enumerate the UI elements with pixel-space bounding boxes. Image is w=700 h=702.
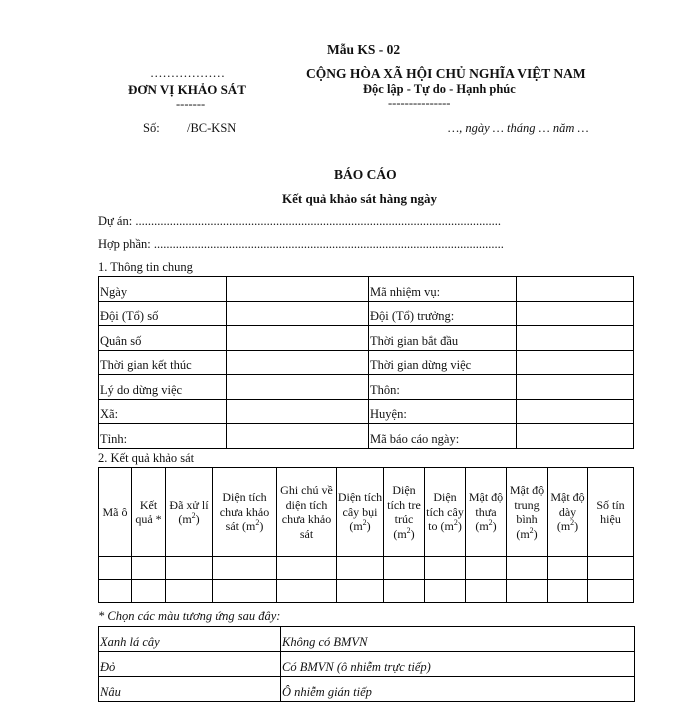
results-cell[interactable] bbox=[132, 557, 166, 580]
column-title: Mật độ thưa bbox=[468, 490, 504, 519]
results-cell[interactable] bbox=[277, 580, 337, 603]
results-cell[interactable] bbox=[132, 580, 166, 603]
results-row bbox=[99, 580, 634, 603]
column-unit-close: ) bbox=[366, 519, 371, 534]
legend-color-name: Xanh lá cây bbox=[99, 627, 281, 652]
results-cell[interactable] bbox=[213, 557, 277, 580]
info-label: Tỉnh: bbox=[99, 424, 227, 449]
info-value-field[interactable] bbox=[227, 375, 369, 400]
results-cell[interactable] bbox=[425, 557, 466, 580]
column-unit-close: ) bbox=[410, 526, 415, 541]
column-title: Diện tích chưa khảo sát bbox=[219, 490, 270, 534]
info-value-field[interactable] bbox=[227, 399, 369, 424]
results-cell[interactable] bbox=[425, 580, 466, 603]
column-title: Mật độ trung bình bbox=[509, 483, 545, 526]
results-cell[interactable] bbox=[99, 580, 132, 603]
motto: Độc lập - Tự do - Hạnh phúc bbox=[363, 82, 516, 96]
results-cell[interactable] bbox=[337, 557, 384, 580]
number-label: Số: bbox=[143, 121, 160, 135]
info-label: Lý do dừng việc bbox=[99, 375, 227, 400]
column-title: Diện tích cây to bbox=[426, 490, 464, 534]
info-value-field[interactable] bbox=[517, 399, 634, 424]
results-cell[interactable] bbox=[337, 580, 384, 603]
legend-row bbox=[99, 652, 635, 677]
results-cell[interactable] bbox=[507, 557, 548, 580]
results-column-header bbox=[507, 468, 548, 557]
section2-heading: 2. Kết quả khảo sát bbox=[98, 451, 195, 465]
info-row bbox=[99, 375, 634, 400]
results-column-header bbox=[99, 468, 132, 557]
info-value-field[interactable] bbox=[517, 277, 634, 302]
column-unit: (m bbox=[556, 519, 571, 534]
section1-heading: 1. Thông tin chung bbox=[98, 260, 193, 274]
results-row bbox=[99, 557, 634, 580]
info-value-field[interactable] bbox=[227, 301, 369, 326]
legend-meaning: Ô nhiễm gián tiếp bbox=[281, 677, 635, 702]
legend-meaning: Không có BMVN bbox=[281, 627, 635, 652]
info-label: Ngày bbox=[99, 277, 227, 302]
column-unit: (m bbox=[178, 512, 192, 526]
legend-color-name: Nâu bbox=[99, 677, 281, 702]
color-note: * Chọn các màu tương ứng sau đây: bbox=[98, 609, 281, 623]
legend-row bbox=[99, 677, 635, 702]
number-suffix: /BC-KSN bbox=[187, 121, 237, 135]
column-unit-exponent: 2 bbox=[488, 518, 493, 528]
info-value-field[interactable] bbox=[227, 350, 369, 375]
column-unit-close: ) bbox=[457, 519, 462, 534]
results-column-header bbox=[132, 468, 166, 557]
info-value-field[interactable] bbox=[517, 301, 634, 326]
results-cell[interactable] bbox=[166, 557, 213, 580]
column-title: Mã ô bbox=[102, 504, 128, 519]
info-label: Thôn: bbox=[369, 375, 517, 400]
column-unit: (m bbox=[393, 526, 407, 541]
survey-results-table bbox=[98, 467, 634, 603]
results-cell[interactable] bbox=[507, 580, 548, 603]
form-code: Mẫu KS - 02 bbox=[327, 42, 401, 57]
unit-dash: ------- bbox=[176, 97, 206, 111]
general-info-table bbox=[98, 276, 634, 449]
results-column-header bbox=[166, 468, 213, 557]
column-unit-close: ) bbox=[259, 519, 264, 534]
column-unit-exponent: 2 bbox=[453, 518, 458, 528]
motto-dash: --------------- bbox=[388, 96, 451, 110]
info-label: Mã báo cáo ngày: bbox=[369, 424, 517, 449]
column-title: Số tín hiệu bbox=[596, 497, 625, 526]
results-column-header bbox=[337, 468, 384, 557]
results-column-header bbox=[588, 468, 634, 557]
color-legend-table bbox=[98, 626, 635, 702]
results-column-header bbox=[384, 468, 425, 557]
info-value-field[interactable] bbox=[227, 277, 369, 302]
column-unit: (m bbox=[349, 519, 363, 534]
column-title: Diện tích cây bụi bbox=[337, 490, 383, 519]
column-title: Mật độ dày bbox=[550, 490, 585, 519]
column-unit-close: ) bbox=[533, 526, 538, 541]
results-column-header bbox=[548, 468, 588, 557]
info-label: Mã nhiệm vụ: bbox=[369, 277, 517, 302]
column-unit-close: ) bbox=[195, 512, 200, 526]
results-column-header bbox=[466, 468, 507, 557]
column-unit-exponent: 2 bbox=[406, 525, 411, 535]
info-label: Quân số bbox=[99, 326, 227, 351]
info-label: Thời gian kết thúc bbox=[99, 350, 227, 375]
results-column-header bbox=[213, 468, 277, 557]
results-cell[interactable] bbox=[466, 557, 507, 580]
info-value-field[interactable] bbox=[227, 326, 369, 351]
info-label: Đội (Tổ) số bbox=[99, 301, 227, 326]
column-unit-close: ) bbox=[574, 519, 579, 534]
legend-row bbox=[99, 627, 635, 652]
results-cell[interactable] bbox=[277, 557, 337, 580]
unit-dots: ……………… bbox=[150, 66, 225, 80]
column-unit: (m bbox=[440, 519, 454, 534]
results-cell[interactable] bbox=[588, 580, 634, 603]
column-unit-exponent: 2 bbox=[191, 511, 196, 520]
report-subtitle: Kết quả khảo sát hàng ngày bbox=[282, 191, 437, 206]
column-unit: (m bbox=[475, 519, 489, 534]
project-line: Dự án: ..................................................................................................................... bbox=[98, 214, 501, 228]
country-name: CỘNG HÒA XÃ HỘI CHỦ NGHĨA VIỆT NAM bbox=[306, 66, 586, 81]
info-row bbox=[99, 301, 634, 326]
info-row bbox=[99, 326, 634, 351]
column-unit-exponent: 2 bbox=[570, 518, 575, 528]
results-cell[interactable] bbox=[548, 557, 588, 580]
results-cell[interactable] bbox=[588, 557, 634, 580]
column-title: Ghi chú về diện tích chưa khảo sát bbox=[280, 483, 333, 541]
info-label: Thời gian bắt đầu bbox=[369, 326, 517, 351]
info-value-field[interactable] bbox=[517, 326, 634, 351]
info-row bbox=[99, 424, 634, 449]
results-column-header bbox=[277, 468, 337, 557]
results-cell[interactable] bbox=[384, 557, 425, 580]
info-value-field[interactable] bbox=[517, 424, 634, 449]
column-unit-exponent: 2 bbox=[362, 518, 367, 528]
info-label: Đội (Tổ) trưởng: bbox=[369, 301, 517, 326]
component-line: Hợp phần: ................................................................................................................ bbox=[98, 237, 504, 251]
results-cell[interactable] bbox=[466, 580, 507, 603]
results-cell[interactable] bbox=[99, 557, 132, 580]
column-title: Kết quả * bbox=[135, 497, 162, 526]
legend-color-name: Đỏ bbox=[99, 652, 281, 677]
date-line: …, ngày … tháng … năm … bbox=[448, 121, 589, 135]
info-label: Xã: bbox=[99, 399, 227, 424]
column-unit-exponent: 2 bbox=[255, 518, 260, 528]
info-value-field[interactable] bbox=[517, 350, 634, 375]
info-value-field[interactable] bbox=[227, 424, 369, 449]
results-cell[interactable] bbox=[166, 580, 213, 603]
info-row bbox=[99, 350, 634, 375]
column-unit-close: ) bbox=[492, 519, 497, 534]
results-column-header bbox=[425, 468, 466, 557]
info-label: Thời gian dừng việc bbox=[369, 350, 517, 375]
info-row bbox=[99, 399, 634, 424]
results-cell[interactable] bbox=[213, 580, 277, 603]
report-title: BÁO CÁO bbox=[334, 167, 397, 182]
column-title: Đã xử lí bbox=[169, 497, 209, 512]
results-cell[interactable] bbox=[548, 580, 588, 603]
column-title: Diện tích tre trúc bbox=[387, 483, 421, 526]
column-unit: (m bbox=[242, 519, 256, 534]
results-cell[interactable] bbox=[384, 580, 425, 603]
info-label: Huyện: bbox=[369, 399, 517, 424]
info-value-field[interactable] bbox=[517, 375, 634, 400]
info-row bbox=[99, 277, 634, 302]
legend-meaning: Có BMVN (ô nhiễm trực tiếp) bbox=[281, 652, 635, 677]
unit-name: ĐƠN VỊ KHẢO SÁT bbox=[128, 82, 246, 97]
column-unit-exponent: 2 bbox=[529, 525, 534, 535]
column-unit: (m bbox=[516, 526, 530, 541]
